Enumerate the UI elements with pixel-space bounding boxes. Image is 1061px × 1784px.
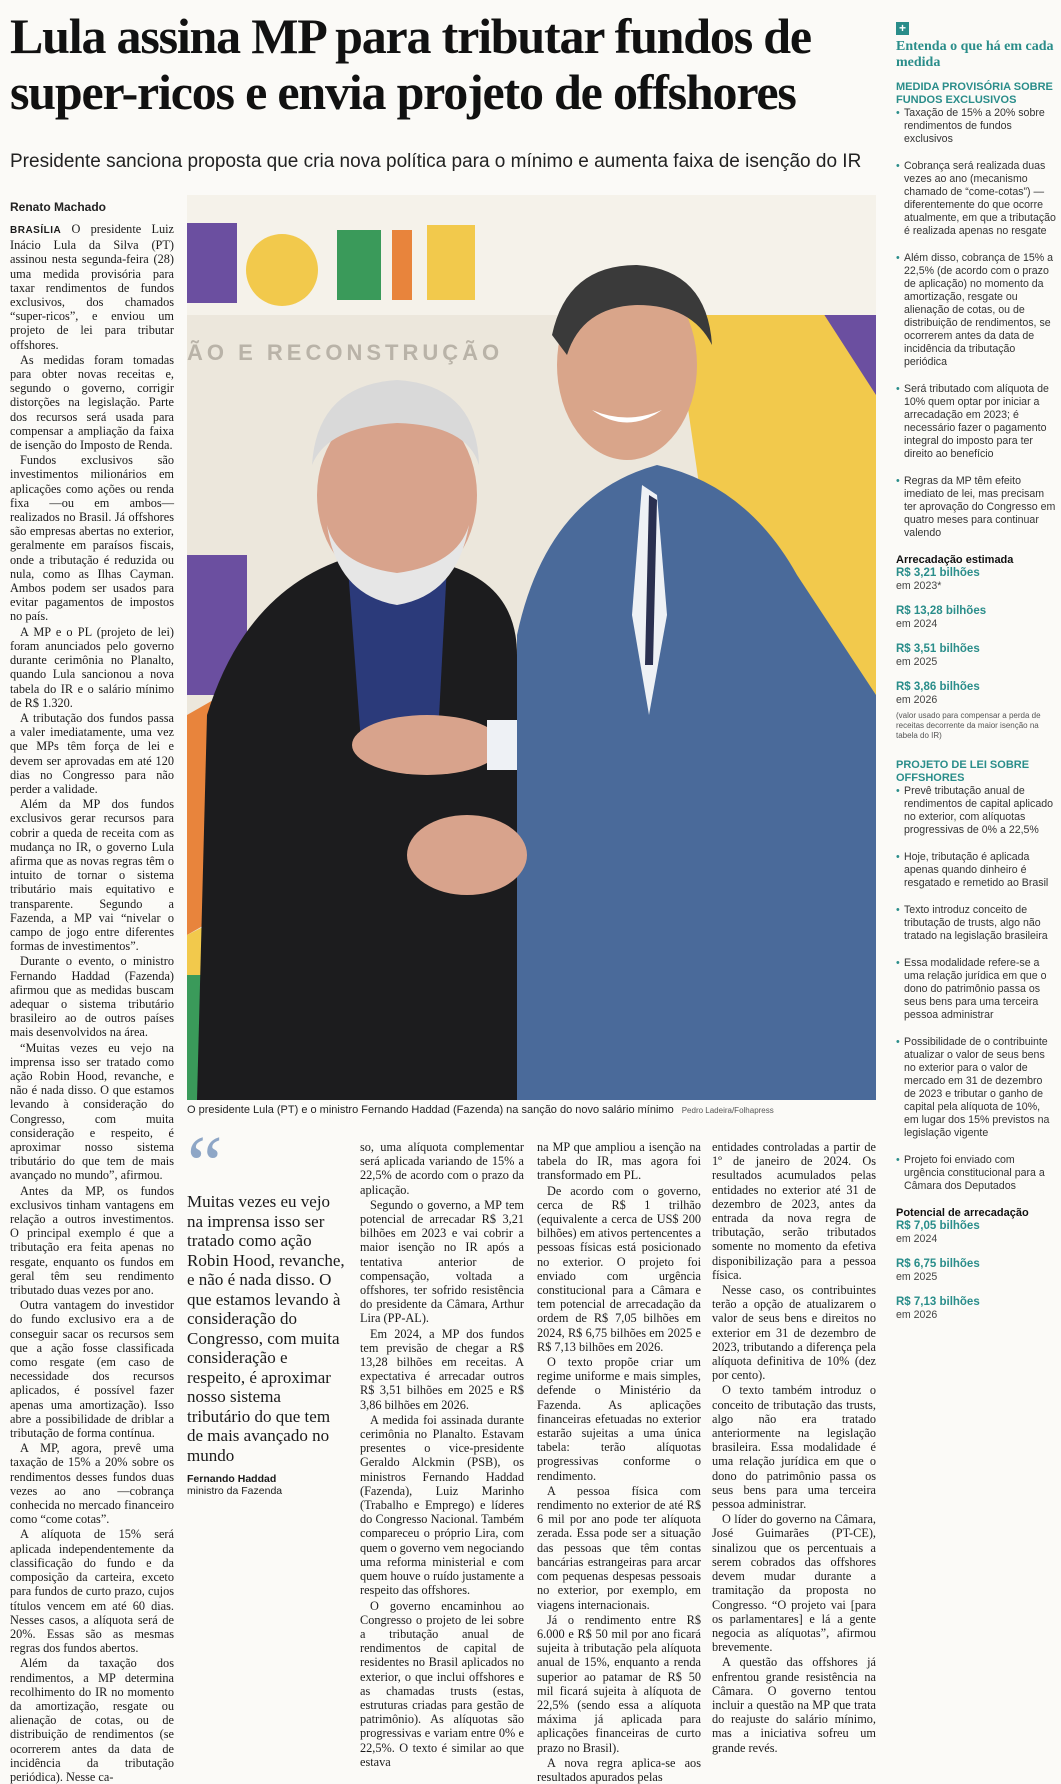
paragraph: A MP, agora, prevê uma taxação de 15% a 20% sobre os rendimentos desses fundos duas vezes ao ano —cobrança conhecida no mercado financeiro como “come cotas”. — [10, 1441, 174, 1527]
paragraph: A alíquota de 15% será aplicada independentemente da classificação do fundo e da composição da carteira, exceto para fundos de curto prazo, cujos títulos vencem em até 60 dias. Nesses casos, a alíquota será de 20%. Essas são as mesmas regras dos fundos abertos. — [10, 1527, 174, 1656]
article-column-1 — [10, 222, 174, 1784]
photo-illustration — [187, 195, 876, 1100]
paragraph: Em 2024, a MP dos fundos tem previsão de chegar a R$ 13,28 bilhões em receitas. A expectativa é arrecadar outros R$ 3,51 bilhões em 2025 e R$ 3,86 bilhões em 2026. — [360, 1326, 524, 1412]
main-photo — [187, 195, 876, 1100]
paragraph: A MP e o PL (projeto de lei) foram anunciados pelo governo durante cerimônia no Planalto, quando Lula sancionou a nova tabela do IR e o salário mínimo de R$ 1.320. — [10, 624, 174, 710]
sidebar-section-mp: MEDIDA PROVISÓRIA SOBRE FUNDOS EXCLUSIVOS — [896, 81, 1053, 106]
sidebar-potencial-label: Potencial de arrecadação — [896, 1207, 1029, 1219]
sidebar-item: • Taxação de 15% a 20% sobre rendimentos de fundos exclusivos — [896, 107, 1056, 146]
sidebar-arrec-value: R$ 3,51 bilhões — [896, 643, 980, 655]
paragraph: Durante o evento, o ministro Fernando Haddad (Fazenda) afirmou que as medidas buscam adequar o sistema tributário brasileiro ao de outros países mais desenvolvidos na área. — [10, 954, 174, 1040]
sidebar-item: • Regras da MP têm efeito imediato de lei, mas precisam ter aprovação do Congresso em quatro meses para continuar valendo — [896, 475, 1056, 540]
sidebar-arrec-value: R$ 3,21 bilhões — [896, 567, 980, 579]
sidebar-potencial-year: em 2024 — [896, 1233, 938, 1245]
sidebar-item: • Projeto foi enviado com urgência constitucional para a Câmara dos Deputados — [896, 1154, 1056, 1193]
sidebar-item: • Cobrança será realizada duas vezes ao ano (mecanismo chamado de “come-cotas”) —diferentemente do que ocorre atualmente, em que a tributação é realizada apenas no resgate — [896, 160, 1056, 238]
caption-text: O presidente Lula (PT) e o ministro Fernando Haddad (Fazenda) na sanção do novo salário mínimo — [187, 1104, 674, 1116]
sidebar-item: • Texto introduz conceito de tributação de trusts, algo não tratado na legislação brasileira — [896, 904, 1056, 943]
paragraph: O texto também introduz o conceito de tributação das trusts, algo não era tratado anteriormente na legislação brasileira. Essa modalidade é uma relação jurídica em que o dono do patrimônio passa os seus bens para uma terceira pessoa administrar. — [712, 1383, 876, 1512]
paragraph: A nova regra aplica-se aos resultados apurados pelas — [537, 1755, 701, 1784]
quote-author: Fernando Haddad — [187, 1473, 277, 1485]
sidebar-item: • Além disso, cobrança de 15% a 22,5% (de acordo com o prazo de aplicação) no momento da amortização, resgate ou alienação de cotas, ou de distribuição de rendimentos, se ocorrerem antes da data de incidência da tributação periódica — [896, 252, 1056, 369]
sidebar-item: • Será tributado com alíquota de 10% quem optar por iniciar a arrecadação em 2023; é necessário fazer o pagamento integral do imposto para ter direito ao benefício — [896, 383, 1056, 461]
paragraph: De acordo com o governo, cerca de R$ 1 trilhão (equivalente a cerca de US$ 200 bilhões) em ativos pertencentes a pessoas físicas está posicionado no exterior. O projeto foi enviado com urgência constitucional para a Câmara e tem potencial de arrecadação da ordem de R$ 7,05 bilhões em 2024, R$ 6,75 bilhões em 2025 e R$ 7,13 bilhões em 2026. — [537, 1183, 701, 1354]
sidebar-arrec-value: R$ 3,86 bilhões — [896, 681, 980, 693]
sidebar-potencial-value: R$ 7,05 bilhões — [896, 1220, 980, 1232]
paragraph: O governo encaminhou ao Congresso o projeto de lei sobre a tributação anual de rendimentos de capital de residentes no Brasil aplicados no exterior, o que inclui offshores e as chamadas trusts (estas, estruturas criadas para gestão de patrimônio). As alíquotas são progressivas e variam entre 0% e 22,5%. O texto é similar ao que estava — [360, 1598, 524, 1769]
article-column-4 — [712, 1140, 876, 1774]
sidebar-potencial-value: R$ 7,13 bilhões — [896, 1296, 980, 1308]
sidebar-arrec-value: R$ 13,28 bilhões — [896, 605, 987, 617]
paragraph: so, uma alíquota complementar será aplicada variando de 15% a 22,5% de acordo com o prazo da aplicação. — [360, 1140, 524, 1197]
headline: Lula assina MP para tributar fundos de super-ricos e envia projeto de offshores — [10, 8, 811, 120]
sidebar-arrec-year: em 2026 — [896, 694, 938, 706]
paragraph: A pessoa física com rendimento no exterior de até R$ 6 mil por ano pode ter alíquota zerada. Essa pode ser a situação das pessoas que têm contas bancárias estrangeiras para arcar com pequenas despesas pessoais no exterior, por exemplo, em viagens internacionais. — [537, 1483, 701, 1612]
sidebar-item: • Possibilidade de o contribuinte atualizar o valor de seus bens no exterior para o valor de mercado em 31 de dezembro de 2023 e tributar o ganho de capital pela alíquota de 10%, em lugar dos 15% previstos na legislação vigente — [896, 1036, 1056, 1140]
subtitle: Presidente sanciona proposta que cria nova política para o mínimo e aumenta faixa de isenção do IR — [10, 151, 862, 172]
plus-icon: + — [896, 22, 909, 35]
paragraph: A medida foi assinada durante cerimônia no Planalto. Estavam presentes o vice-presidente Geraldo Alckmin (PSB), os ministros Fernando Haddad (Fazenda), Luiz Marinho (Trabalho e Emprego) e líderes do Congresso Nacional. Também compareceu o próprio Lira, com quem o governo vem negociando uma reforma ministerial e com quem houve o ruído justamente a respeito das offshores. — [360, 1412, 524, 1598]
byline: Renato Machado — [10, 200, 107, 214]
quote-text: Muitas vezes eu vejo na imprensa isso ser tratado como ação Robin Hood, revanche, e não é nada disso. O que estamos levando à consideração do Congresso, com muita consideração e respeito, é aproximar nosso sistema tributário do que tem de mais avançado no mundo — [187, 1192, 345, 1465]
paragraph: Outra vantagem do investidor do fundo exclusivo era a de conseguir sacar os recursos sem que a ação fosse classificada como resgate (em caso de necessidade dos recursos aplicados, é possível fazer apenas uma amortização). Isso abre a possibilidade de driblar a tributação de forma contínua. — [10, 1298, 174, 1441]
backdrop-text: ÃO E RECONSTRUÇÃO — [187, 340, 504, 365]
paragraph: Nesse caso, os contribuintes terão a opção de atualizarem o valor de seus bens e direitos no exterior em 31 de dezembro de 2023, tributando a diferença pela alíquota definitiva de 10% (dez por cento). — [712, 1283, 876, 1383]
sidebar-item: • Prevê tributação anual de rendimentos de capital aplicado no exterior, com alíquotas progressivas de 0% a 22,5% — [896, 785, 1056, 837]
sidebar-title: Entenda o que há em cada medida — [896, 39, 1054, 70]
paragraph: Já o rendimento entre R$ 6.000 e R$ 50 mil por ano ficará sujeita à tributação pela alíquota anual de 15%, enquanto a renda superior ao patamar de R$ 50 mil ficará sujeita à alíquota de 22,5% (sendo essa a alíquota máxima já aplicada para aplicações financeiras de curto prazo no Brasil). — [537, 1612, 701, 1755]
quote-role: ministro da Fazenda — [187, 1485, 283, 1497]
photo-credit: Pedro Ladeira/Folhapress — [681, 1106, 774, 1115]
paragraph: BRASÍLIA O presidente Luiz Inácio Lula da Silva (PT) assinou nesta segunda-feira (28) uma medida provisória para taxar rendimentos de fundos exclusivos, dos chamados “super-ricos”, e enviou um projeto de lei para tributar offshores. — [10, 222, 174, 352]
article-column-3 — [537, 1140, 701, 1784]
paragraph: O texto propõe criar um regime uniforme e mais simples, defende o Ministério da Fazenda. As aplicações financeiras efetuadas no exterior estarão sujeitas a uma única tabela: terão alíquotas progressivas conforme o rendimento. — [537, 1355, 701, 1483]
paragraph: Além da taxação dos rendimentos, a MP determina recolhimento do IR no momento da amortização, resgate ou alienação de cotas, ou de distribuição de rendimentos (se ocorrerem antes da data de incidência da tributação periódica). Nesse ca- — [10, 1656, 174, 1784]
photo-caption — [187, 1101, 876, 1119]
paragraph: Fundos exclusivos são investimentos milionários em aplicações como ações ou renda fixa —ou em ambos— realizados no Brasil. Já offshores são empresas abertas no exterior, geralmente em paraísos fiscais, onde a tributação é reduzida ou nula, como as Ilhas Cayman. Ambos podem ser usados para evitar pagamentos de impostos no país. — [10, 453, 174, 624]
pull-quote — [187, 1121, 347, 1497]
sidebar-item: • Hoje, tributação é aplicada apenas quando dinheiro é resgatado e remetido ao Brasil — [896, 851, 1056, 890]
sidebar-potencial-year: em 2026 — [896, 1309, 938, 1321]
sidebar-arrec-year: em 2024 — [896, 618, 938, 630]
quote-mark-icon: “ — [187, 1121, 223, 1209]
paragraph: entidades controladas a partir de 1º de janeiro de 2024. Os resultados acumulados pelas entidades no exterior até 31 de dezembro de 2023, antes da entrada da nova regra de tributação, serão tributados somente no momento da efetiva disponibilização para a pessoa física. — [712, 1140, 876, 1282]
sidebar-note: (valor usado para compensar a perda de receitas decorrente da maior isenção na tabela do IR) — [896, 711, 1041, 740]
article-column-2 — [360, 1140, 524, 1774]
paragraph: A questão das offshores já enfrentou grande resistência na Câmara. O governo tentou incluir a questão na MP que trata do reajuste do salário mínimo, mas a iniciativa sofreu um grande revés. — [712, 1655, 876, 1755]
paragraph: O líder do governo na Câmara, José Guimarães (PT-CE), sinalizou que os percentuais a serem cobrados das offshores devem mudar durante a tramitação da proposta no Congresso. “O projeto vai [para os parlamentares] e lá a gente negocia as alíquotas”, afirmou brevemente. — [712, 1512, 876, 1655]
sidebar-arrec-year: em 2025 — [896, 656, 938, 668]
dateline: BRASÍLIA — [10, 225, 62, 236]
sidebar-arrec-year: em 2023* — [896, 580, 942, 592]
sidebar-potencial-value: R$ 6,75 bilhões — [896, 1258, 980, 1270]
paragraph: “Muitas vezes eu vejo na imprensa isso ser tratado como ação Robin Hood, revanche, e não é nada disso. O que estamos levando à consideração do Congresso, com muita consideração e respeito, é aproximar nosso sistema tributário do que tem de mais avançado no mundo”, afirmou. — [10, 1040, 174, 1183]
paragraph: Antes da MP, os fundos exclusivos tinham vantagens em relação a outros investimentos. O principal exemplo é que a tributação era feita apenas no resgate, enquanto os fundos em geral têm seu rendimento tributado duas vezes por ano. — [10, 1183, 174, 1298]
paragraph: na MP que ampliou a isenção na tabela do IR, mas agora foi transformado em PL. — [537, 1140, 701, 1183]
paragraph: A tributação dos fundos passa a valer imediatamente, uma vez que MPs têm força de lei e devem ser aprovadas em até 120 dias no Congresso para não perder a validade. — [10, 710, 174, 796]
sidebar-section-pl: PROJETO DE LEI SOBRE OFFSHORES — [896, 759, 1030, 784]
sidebar-explainer — [896, 22, 1056, 1772]
sidebar-item: • Essa modalidade refere-se a uma relação jurídica em que o dono do patrimônio passa os seus bens para uma terceira pessoa administrar — [896, 957, 1056, 1022]
paragraph: As medidas foram tomadas para obter novas receitas e, segundo o governo, corrigir distorções na legislação. Parte dos recursos será usada para compensar a ampliação da faixa de isenção do Imposto de Renda. — [10, 352, 174, 453]
paragraph: Além da MP dos fundos exclusivos gerar recursos para cobrir a queda de receita com as mudança no IR, o governo Lula afirma que as novas regras têm o intuito de tornar o sistema tributário mais equitativo e transparente. Segundo a Fazenda, a MP vai “nivelar o campo de jogo entre diferentes formas de investimentos”. — [10, 797, 174, 954]
sidebar-arrec-label: Arrecadação estimada — [896, 554, 1014, 566]
paragraph: Segundo o governo, a MP tem potencial de arrecadar R$ 3,21 bilhões em 2023 e vai cobrir a maior isenção no IR após a tentativa anterior de compensação, voltada a offshores, ter sofrido resistência do presidente da Câmara, Arthur Lira (PP-AL). — [360, 1197, 524, 1326]
sidebar-potencial-year: em 2025 — [896, 1271, 938, 1283]
